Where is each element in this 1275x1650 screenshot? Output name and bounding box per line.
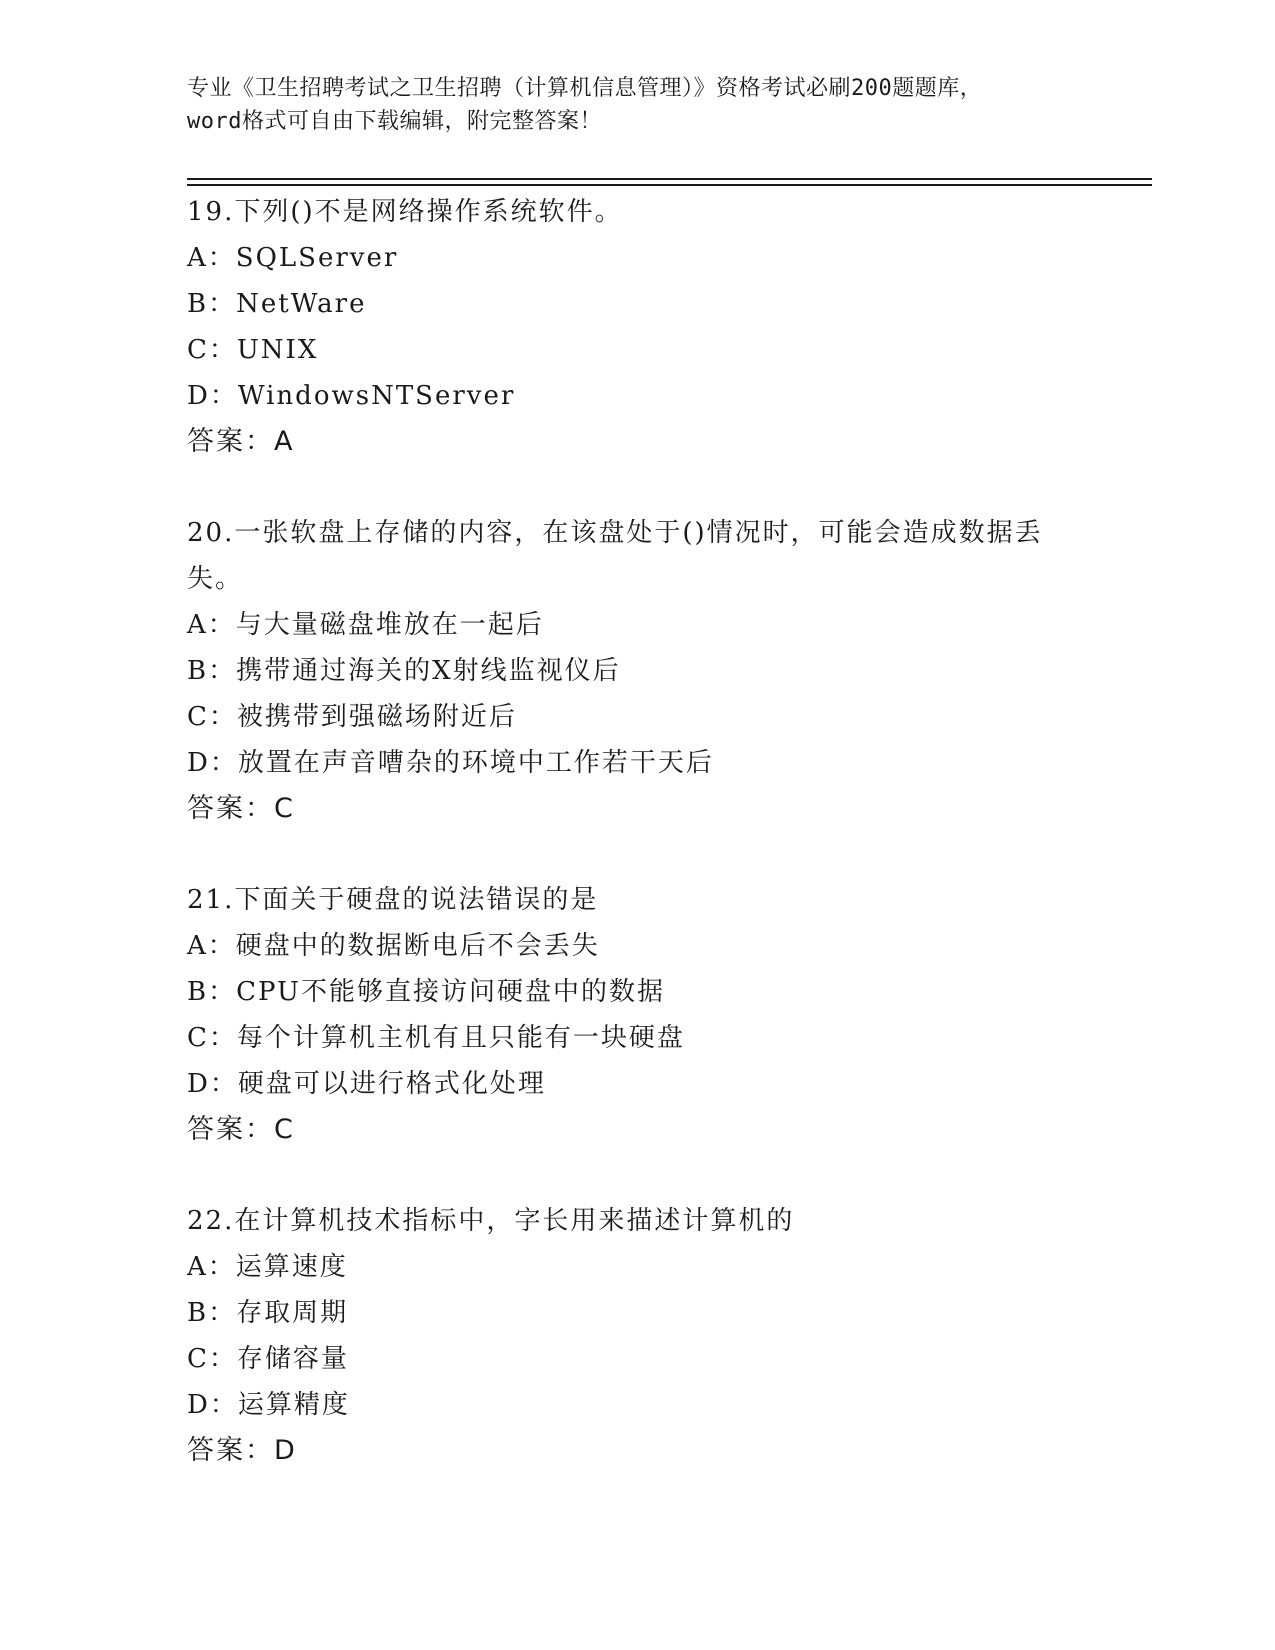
option-c: C：存储容量 — [187, 1344, 349, 1374]
answer: 答案：A — [187, 426, 295, 457]
option-a: A：SQLServer — [187, 243, 399, 273]
question-19 — [187, 189, 1087, 465]
option-d: D：硬盘可以进行格式化处理 — [187, 1069, 546, 1099]
header-line-2: word格式可自由下载编辑，附完整答案！ — [187, 109, 602, 134]
question-stem: 22.在计算机技术指标中，字长用来描述计算机的 — [187, 1206, 795, 1236]
option-d: D：WindowsNTServer — [187, 381, 516, 411]
question-stem: 21.下面关于硬盘的说法错误的是 — [187, 885, 599, 915]
option-c: C：UNIX — [187, 335, 319, 365]
option-b: B：携带通过海关的X射线监视仪后 — [187, 656, 621, 686]
question-22 — [187, 1198, 1087, 1474]
option-b: B：CPU不能够直接访问硬盘中的数据 — [187, 977, 665, 1007]
question-stem: 19.下列()不是网络操作系统软件。 — [187, 197, 623, 227]
answer: 答案：D — [187, 1435, 297, 1466]
question-21 — [187, 877, 1087, 1153]
question-list — [187, 189, 1087, 1519]
option-a: A：运算速度 — [187, 1252, 348, 1282]
option-b: B：NetWare — [187, 289, 367, 319]
document-header — [187, 72, 1087, 138]
header-divider-bottom — [187, 184, 1152, 186]
option-d: D：放置在声音嘈杂的环境中工作若干天后 — [187, 748, 714, 778]
option-a: A：与大量磁盘堆放在一起后 — [187, 610, 544, 640]
answer: 答案：C — [187, 793, 295, 824]
option-a: A：硬盘中的数据断电后不会丢失 — [187, 931, 600, 961]
header-line-1: 专业《卫生招聘考试之卫生招聘（计算机信息管理）》资格考试必刷200题题库， — [187, 76, 983, 101]
answer: 答案：C — [187, 1114, 295, 1145]
option-b: B：存取周期 — [187, 1298, 349, 1328]
question-stem: 20.一张软盘上存储的内容，在该盘处于()情况时，可能会造成数据丢失。 — [187, 518, 1043, 594]
option-c: C：被携带到强磁场附近后 — [187, 702, 517, 732]
option-c: C：每个计算机主机有且只能有一块硬盘 — [187, 1023, 685, 1053]
question-20 — [187, 510, 1087, 832]
header-divider-top — [187, 178, 1152, 180]
option-d: D：运算精度 — [187, 1390, 350, 1420]
